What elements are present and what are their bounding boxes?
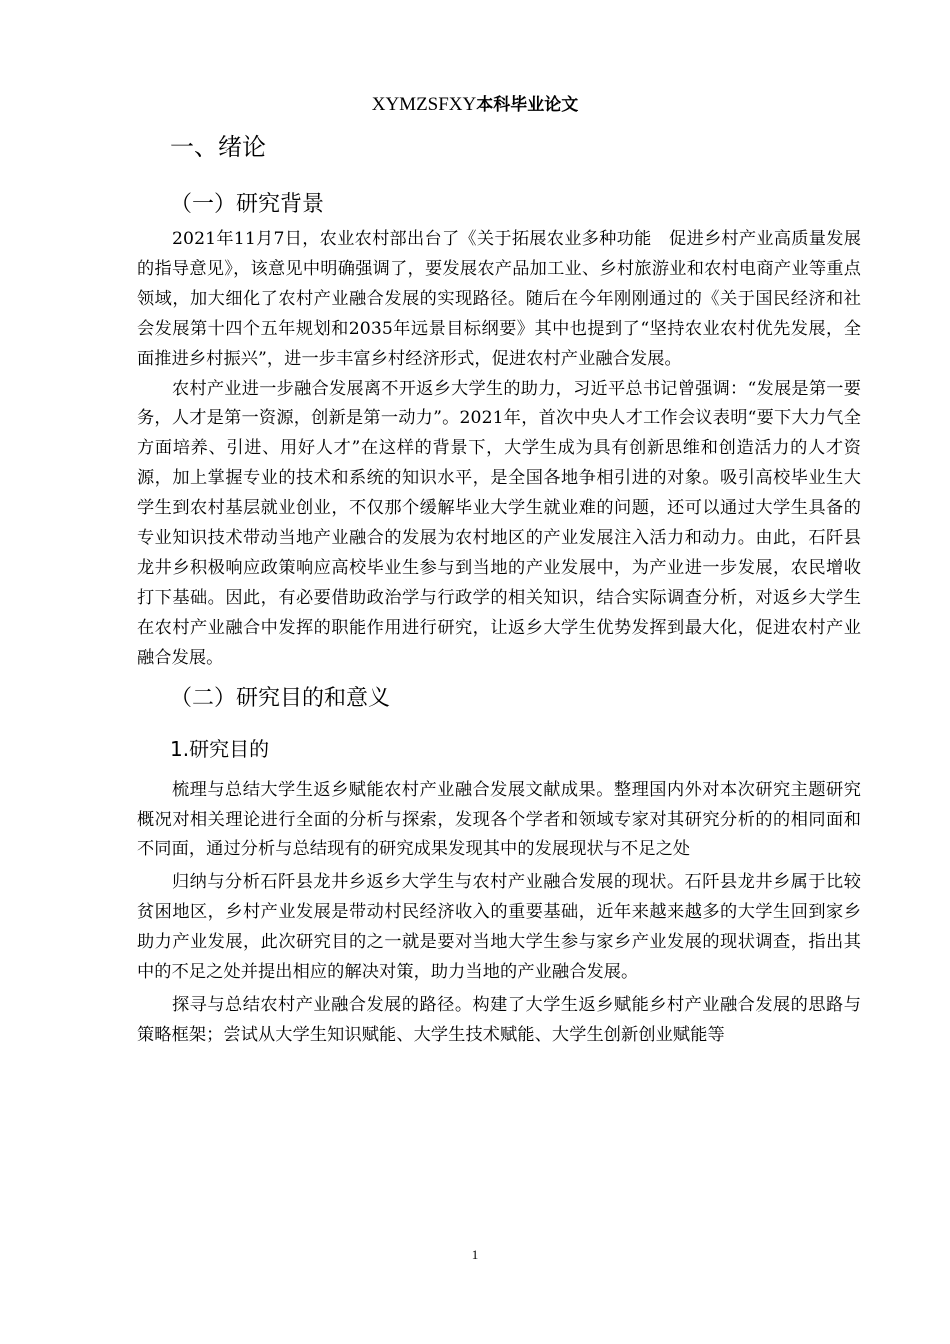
header-title: 本科毕业论文 <box>476 95 579 115</box>
page-number: 1 <box>471 1247 479 1262</box>
paragraph-background-2: 农村产业进一步融合发展离不开返乡大学生的助力，习近平总书记曾强调：“发展是第一要务，人才是第一资源，创新是第一动力”。2021年，首次中央人才工作会议表明“要下大力气全方面培养、引进、用好人才”在这样的背景下，大学生成为具有创新思维和创造活力的人才资源，加上掌握专业的技术和系统的知识水平，是全国各地争相引进的对象。吸引高校毕业生大学生到农村基层就业创业，不仅那个缓解毕业大学生就业难的问题，还可以通过大学生具备的专业知识技术带动当地产业融合的发展为农村地区的产业发展注入活力和动力。由此，石阡县龙井乡积极响应政策响应高校毕业生参与到当地的产业发展中，为产业进一步发展，农民增收打下基础。因此，有必要借助政治学与行政学的相关知识，结合实际调查分析，对返乡大学生在农村产业融合中发挥的职能作用进行研究，让返乡大学生优势发挥到最大化，促进农村产业融合发展。 <box>137 378 861 668</box>
running-header <box>0 92 950 118</box>
chapter-heading: 一、绪论 <box>170 133 266 161</box>
body-content <box>137 128 861 1051</box>
header-code: XYMZSFXY <box>371 94 477 115</box>
subsection-heading-purpose: 1.研究目的 <box>170 736 270 761</box>
paragraph-purpose-1: 梳理与总结大学生返乡赋能农村产业融合发展文献成果。整理国内外对本次研究主题研究概况对相关理论进行全面的分析与探索，发现各个学者和领域专家对其研究分析的的相同面和不同面，通过分析与总结现有的研究成果发现其中的发展现状与不足之处 <box>137 779 861 860</box>
paragraph-purpose-3: 探寻与总结农村产业融合发展的路径。构建了大学生返乡赋能乡村产业融合发展的思路与策略框架；尝试从大学生知识赋能、大学生技术赋能、大学生创新创业赋能等 <box>137 994 861 1045</box>
paragraph-background-1: 2021年11月7日，农业农村部出台了《关于拓展农业多种功能 促进乡村产业高质量发展的指导意见》，该意见中明确强调了，要发展农产品加工业、乡村旅游业和农村电商产业等重点领域，加大细化了农村产业融合发展的实现路径。随后在今年刚刚通过的《关于国民经济和社会发展第十四个五年规划和2035年远景目标纲要》其中也提到了“坚持农业农村优先发展，全面推进乡村振兴”，进一步丰富乡村经济形式，促进农村产业融合发展。 <box>137 229 861 369</box>
section-heading-background: （一）研究背景 <box>170 192 325 217</box>
section-heading-purpose-significance: （二）研究目的和意义 <box>170 685 391 711</box>
paragraph-purpose-2: 归纳与分析石阡县龙井乡返乡大学生与农村产业融合发展的现状。石阡县龙井乡属于比较贫困地区，乡村产业发展是带动村民经济收入的重要基础，近年来越来越多的大学生回到家乡助力产业发展，此次研究目的之一就是要对当地大学生参与家乡产业发展的现状调查，指出其中的不足之处并提出相应的解决对策，助力当地的产业融合发展。 <box>137 872 861 983</box>
